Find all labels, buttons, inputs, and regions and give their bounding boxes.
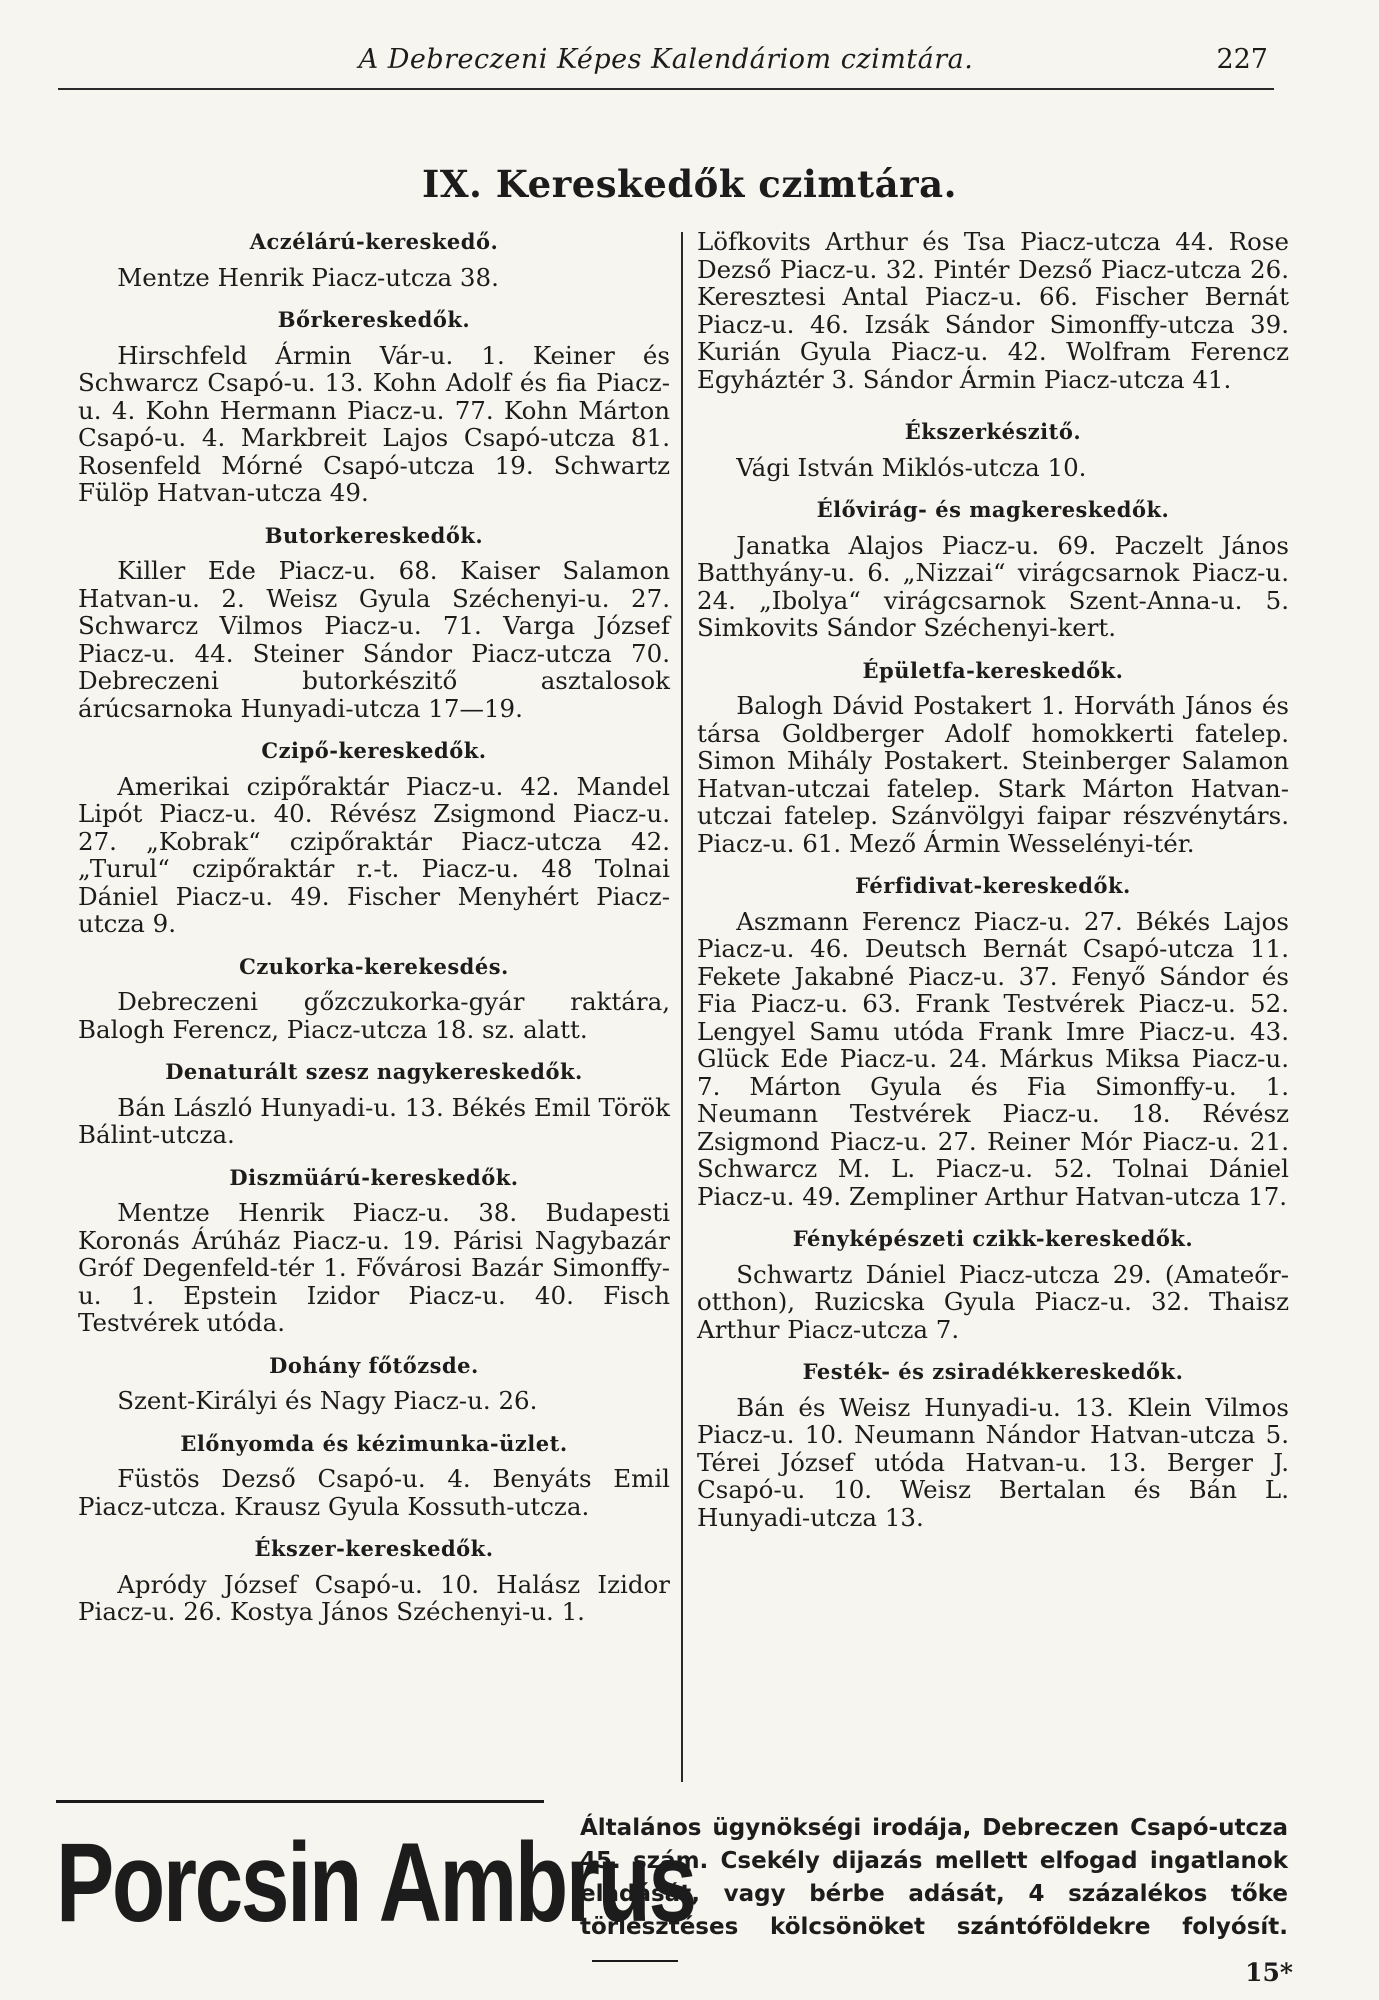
- category: [697, 872, 1289, 1210]
- category-entries: Löfkovits Arthur és Tsa Piacz-utcza 44. Rose Dezső Piacz-u. 32. Pintér Dezső Piacz-utcza 26. Keresztesi Antal Piacz-u. 66. Fischer Bernát Piacz-u. 46. Izsák Sándor Simonffy-utcza 39. Kurián Gyula Piacz-u. 42. Wolfram Ferencz Egyháztér 3. Sándor Ármin Piacz-utcza 41.: [697, 227, 1289, 394]
- category-title: Férfidivat-kereskedők.: [855, 873, 1131, 898]
- advertisement-text: [580, 1812, 1288, 1977]
- continued-entries: [697, 228, 1289, 393]
- category: [78, 1430, 670, 1521]
- category-entries: Killer Ede Piacz-u. 68. Kaiser Salamon Hatvan-u. 2. Weisz Gyula Széchenyi-u. 27. Schwarcz Vilmos Piacz-u. 71. Varga József Piacz-u. 44. Steiner Sándor Piacz-utcza 70. Debreczeni butorkészitő asztalosok árúcsarnoka Hunyadi-utcza 17—19.: [78, 556, 670, 723]
- category-entries: Apródy József Csapó-u. 10. Halász Izidor Piacz-u. 26. Kostya János Széchenyi-u. 1.: [78, 1569, 670, 1626]
- category-title: Ékszer-kereskedők.: [254, 1536, 494, 1561]
- category: [78, 953, 670, 1044]
- category: [697, 496, 1289, 642]
- category-entries: Janatka Alajos Piacz-u. 69. Paczelt János Batthyány-u. 6. „Nizzai“ virágcsarnok Piacz-u. 24. „Ibolya“ virágcsarnok Szent-Anna-u. 5. Simkovits Sándor Széchenyi-kert.: [697, 530, 1289, 642]
- advertisement-body: Általános ügynökségi irodája, Debreczen Csapó-utcza 45. szám. Csekély dijazás mellett elfogad ingatlanok eladását, vagy bérbe adását, 4 százalékos tőke törlesztéses kölcsönöket szántóföldekre folyósít.: [580, 1815, 1288, 1940]
- category: [697, 1358, 1289, 1531]
- section-title: IX. Kereskedők czimtára.: [422, 162, 957, 206]
- left-column: [78, 228, 670, 1641]
- category-title: Denaturált szesz nagykereskedők.: [165, 1059, 583, 1084]
- category: [78, 1535, 670, 1626]
- category: [78, 1058, 670, 1149]
- category-entries: Bán László Hunyadi-u. 13. Békés Emil Török Bálint-utcza.: [78, 1092, 670, 1149]
- category-entries: Bán és Weisz Hunyadi-u. 13. Klein Vilmos Piacz-u. 10. Neumann Nándor Hatvan-utcza 5. Térei József utóda Hatvan-u. 13. Berger J. Csapó-u. 10. Weisz Bertalan és Bán L. Hunyadi-utcza 13.: [697, 1392, 1289, 1532]
- category: [78, 522, 670, 723]
- category-entries: Mentze Henrik Piacz-utcza 38.: [117, 262, 499, 292]
- page-header: [58, 38, 1274, 90]
- category-entries: Vági István Miklós-utcza 10.: [736, 452, 1087, 482]
- category-title: Fényképészeti czikk-kereskedők.: [792, 1226, 1194, 1251]
- end-rule: [592, 1960, 678, 1962]
- category-title: Dohány főtőzsde.: [269, 1352, 479, 1378]
- category: [78, 228, 670, 291]
- category-entries: Schwartz Dániel Piacz-utcza 29. (Amateőr-otthon), Ruzicska Gyula Piacz-u. 32. Thaisz Arthur Piacz-utcza 7.: [697, 1259, 1289, 1344]
- category-title: Festék- és zsiradékkereskedők.: [802, 1359, 1184, 1384]
- page-number: 227: [1216, 44, 1268, 75]
- category-title: Czipő-kereskedők.: [261, 738, 487, 763]
- category: [78, 306, 670, 507]
- category-title: Czukorka-kerekesdés.: [239, 953, 509, 979]
- advertiser-name: Porcsin Ambrus: [56, 1820, 695, 1945]
- category: [697, 657, 1289, 858]
- category-title: Aczélárú-kereskedő.: [249, 229, 499, 254]
- category-title: Butorkereskedők.: [264, 522, 484, 548]
- category-entries: Mentze Henrik Piacz-u. 38. Budapesti Koronás Árúház Piacz-u. 19. Párisi Nagybazár Gróf Degenfeld-tér 1. Fővárosi Bazár Simonffy-u. 1. Epstein Izidor Piacz-u. 40. Fisch Testvérek utóda.: [78, 1198, 670, 1337]
- category-entries: Hirschfeld Ármin Vár-u. 1. Keiner és Schwarcz Csapó-u. 13. Kohn Adolf és fia Piacz-u. 4. Kohn Hermann Piacz-u. 77. Kohn Márton Csapó-u. 4. Markbreit Lajos Csapó-utcza 81. Rosenfeld Mórné Csapó-utcza 19. Schwartz Fülöp Hatvan-utcza 49.: [78, 340, 670, 507]
- running-title: A Debreczeni Képes Kalendáriom czimtára.: [358, 44, 974, 75]
- category-entries: Amerikai czipőraktár Piacz-u. 42. Mandel Lipót Piacz-u. 40. Révész Zsigmond Piacz-u. 27. „Kobrak“ czipőraktár Piacz-utcza 42. „Turul“ czipőraktár r.-t. Piacz-u. 48 Tolnai Dániel Piacz-u. 49. Fischer Menyhért Piacz-utcza 9.: [78, 771, 670, 938]
- category-title: Diszmüárú-kereskedők.: [229, 1164, 519, 1190]
- category-title: Ékszerkészitő.: [904, 419, 1082, 444]
- category: [78, 737, 670, 938]
- column-divider: [681, 232, 683, 1782]
- right-column: [697, 228, 1289, 1546]
- category: [697, 1225, 1289, 1343]
- category-entries: Aszmann Ferencz Piacz-u. 27. Békés Lajos Piacz-u. 46. Deutsch Bernát Csapó-utcza 11. Fekete Jakabné Piacz-u. 37. Fenyő Sándor és Fia Piacz-u. 63. Frank Testvérek Piacz-u. 52. Lengyel Samu utóda Frank Imre Piacz-u. 43. Glück Ede Piacz-u. 24. Márkus Miksa Piacz-u. 7. Márton Gyula és Fia Simonffy-u. 1. Neumann Testvérek Piacz-u. 18. Révész Zsigmond Piacz-u. 27. Reiner Mór Piacz-u. 21. Schwarcz M. L. Piacz-u. 52. Tolnai Dániel Piacz-u. 49. Zempliner Arthur Hatvan-utcza 17.: [697, 906, 1289, 1211]
- category: [697, 418, 1289, 481]
- category-entries: Füstös Dezső Csapó-u. 4. Benyáts Emil Piacz-utcza. Krausz Gyula Kossuth-utcza.: [78, 1464, 670, 1521]
- category: [78, 1164, 670, 1337]
- advertisement-rule: [56, 1800, 544, 1803]
- category-title: Bőrkereskedők.: [277, 307, 471, 332]
- category-entries: Szent-Királyi és Nagy Piacz-u. 26.: [117, 1386, 538, 1415]
- signature-mark: 15*: [1245, 1958, 1293, 1987]
- category-title: Épületfa-kereskedők.: [862, 657, 1124, 683]
- category-title: Élővirág- és magkereskedők.: [816, 497, 1170, 522]
- category-title: Előnyomda és kézimunka-üzlet.: [180, 1430, 568, 1456]
- category-entries: Balogh Dávid Postakert 1. Horváth János és társa Goldberger Adolf homokkerti fatelep. Simon Mihály Postakert. Steinberger Salamon Hatvan-utczai fatelep. Stark Márton Hatvan-utczai fatelep. Szánvölgyi faipar részvénytárs. Piacz-u. 61. Mező Ármin Wesselényi-tér.: [697, 691, 1289, 858]
- category-entries: Debreczeni gőzczukorka-gyár raktára, Balogh Ferencz, Piacz-utcza 18. sz. alatt.: [78, 987, 670, 1044]
- category: [78, 1352, 670, 1415]
